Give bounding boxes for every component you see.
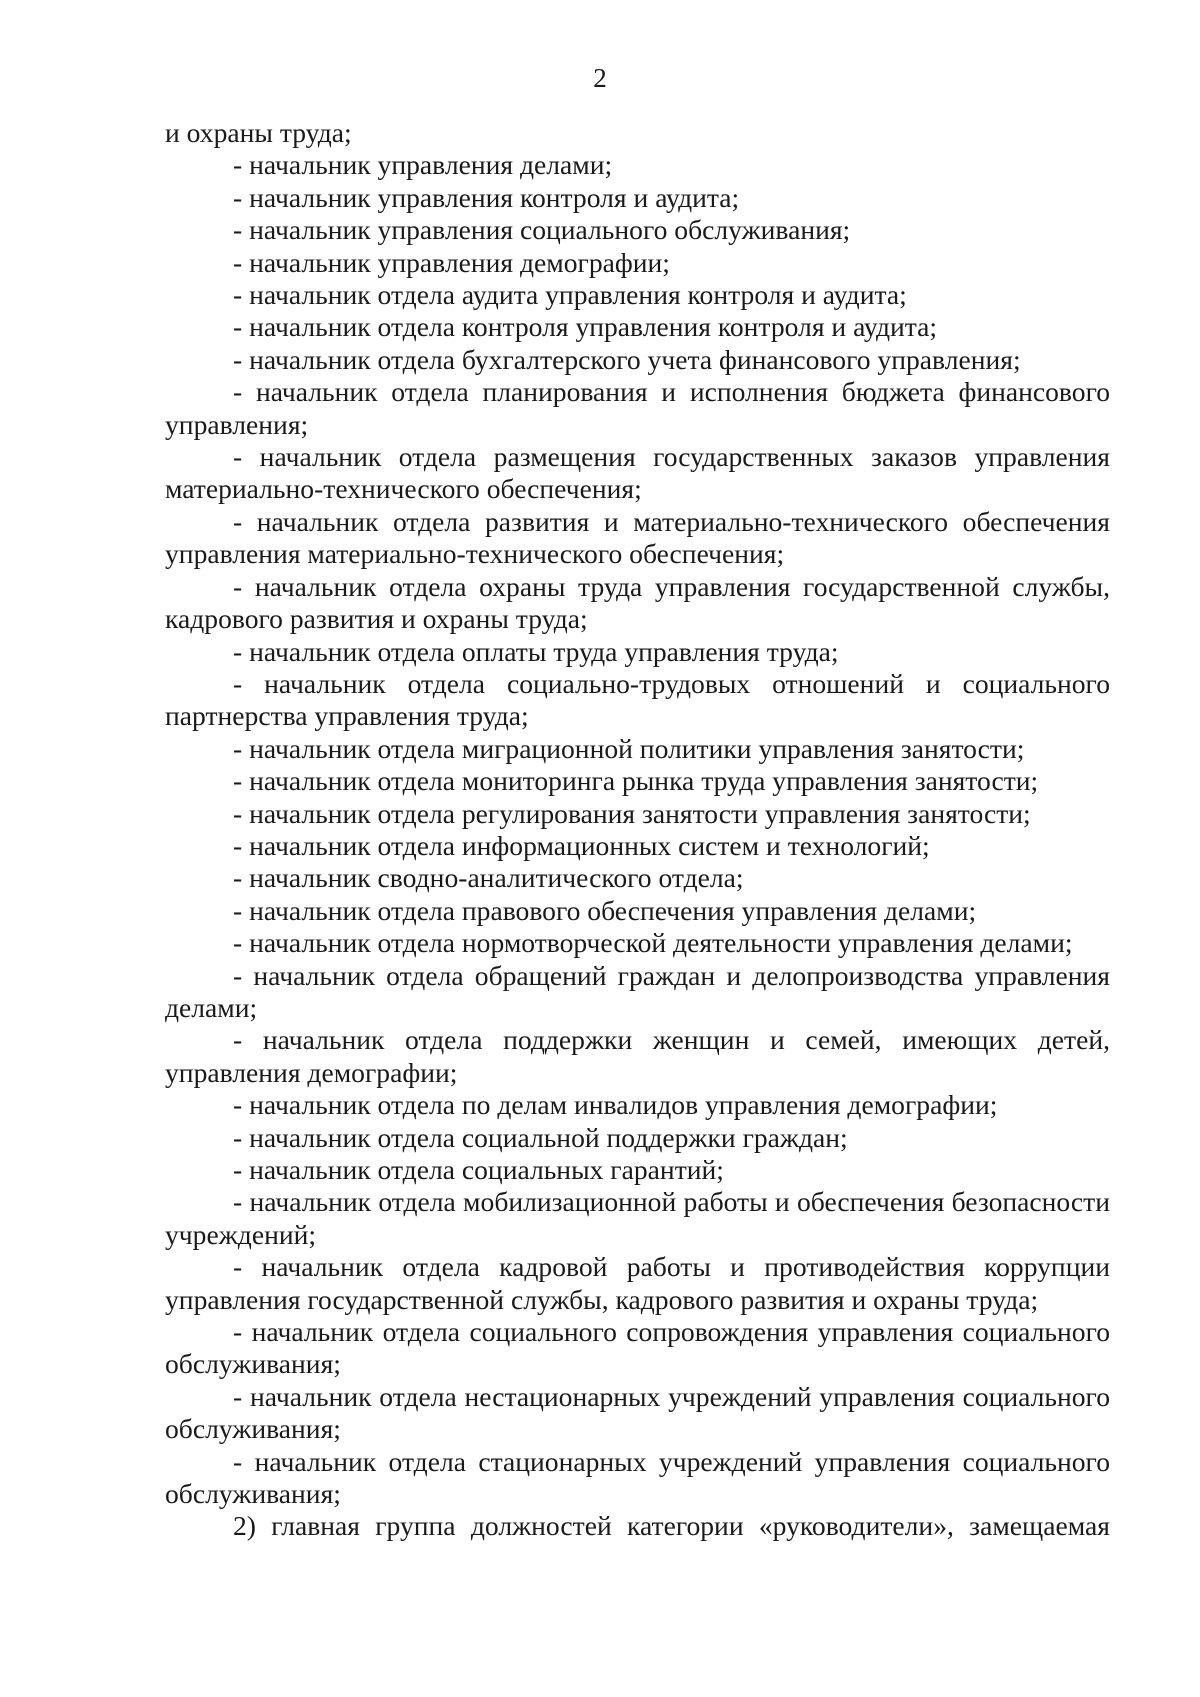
list-item: - начальник отдела мобилизационной работы и обеспечения безопасности учреждений; <box>165 1186 1110 1250</box>
page-number: 2 <box>593 63 607 93</box>
list-item: - начальник отдела контроля управления контроля и аудита; <box>233 311 938 343</box>
document-body <box>165 117 1110 1543</box>
list-item: - начальник отдела охраны труда управления государственной службы, кадрового развития и охраны труда; <box>165 570 1110 635</box>
list-item: - начальник управления контроля и аудита; <box>233 181 740 213</box>
section-heading: 2) главная группа должностей категории «руководители», замещаемая <box>233 1510 1110 1542</box>
list-item: - начальник управления социального обслуживания; <box>233 214 851 246</box>
list-item: - начальник отдела социальных гарантий; <box>233 1154 724 1185</box>
list-item: - начальник отдела кадровой работы и противодействия коррупции управления государственной службы, кадрового развития и охраны труда; <box>165 1251 1110 1315</box>
list-item: - начальник отдела нормотворческой деятельности управления делами; <box>233 927 1073 959</box>
list-item: - начальник отдела аудита управления контроля и аудита; <box>233 279 907 311</box>
list-item: - начальник отдела развития и материально-технического обеспечения управления материально-технического обеспечения; <box>165 505 1110 570</box>
list-item: - начальник отдела поддержки женщин и семей, имеющих детей, управления демографии; <box>165 1024 1110 1088</box>
list-item: - начальник отдела социального сопровождения управления социального обслуживания; <box>165 1316 1110 1380</box>
list-item: - начальник отдела обращений граждан и делопроизводства управления делами; <box>165 959 1110 1023</box>
list-item: - начальник отдела нестационарных учреждений управления социального обслуживания; <box>165 1380 1110 1445</box>
paragraph-1: и охраны труда; <box>165 117 352 148</box>
list-item: - начальник отдела по делам инвалидов управления демографии; <box>233 1089 998 1121</box>
list-item: - начальник управления демографии; <box>233 246 670 278</box>
list-item: - начальник отдела социальной поддержки граждан; <box>233 1121 848 1153</box>
list-item: - начальник управления делами; <box>233 149 613 181</box>
list-item: - начальник отдела информационных систем и технологий; <box>233 829 930 861</box>
list-item: - начальник отдела размещения государственных заказов управления материально-технического обеспечения; <box>165 441 1110 505</box>
list-item: - начальник отдела правового обеспечения управления делами; <box>233 894 977 926</box>
list-item: - начальник отдела регулирования занятости управления занятости; <box>233 797 1031 829</box>
list-item: - начальник отдела стационарных учреждений управления социального обслуживания; <box>165 1445 1110 1510</box>
list-item: - начальник отдела планирования и исполнения бюджета финансового управления; <box>165 376 1110 440</box>
list-item: - начальник отдела миграционной политики управления занятости; <box>233 732 1025 764</box>
list-item: - начальник отдела социально-трудовых отношений и социального партнерства управления труда; <box>165 667 1110 732</box>
list-item: - начальник отдела оплаты труда управления труда; <box>233 635 839 667</box>
list-item: - начальник сводно-аналитического отдела; <box>233 862 744 894</box>
list-item: - начальник отдела бухгалтерского учета финансового управления; <box>233 343 1021 375</box>
list-item: - начальник отдела мониторинга рынка труда управления занятости; <box>233 765 1039 797</box>
